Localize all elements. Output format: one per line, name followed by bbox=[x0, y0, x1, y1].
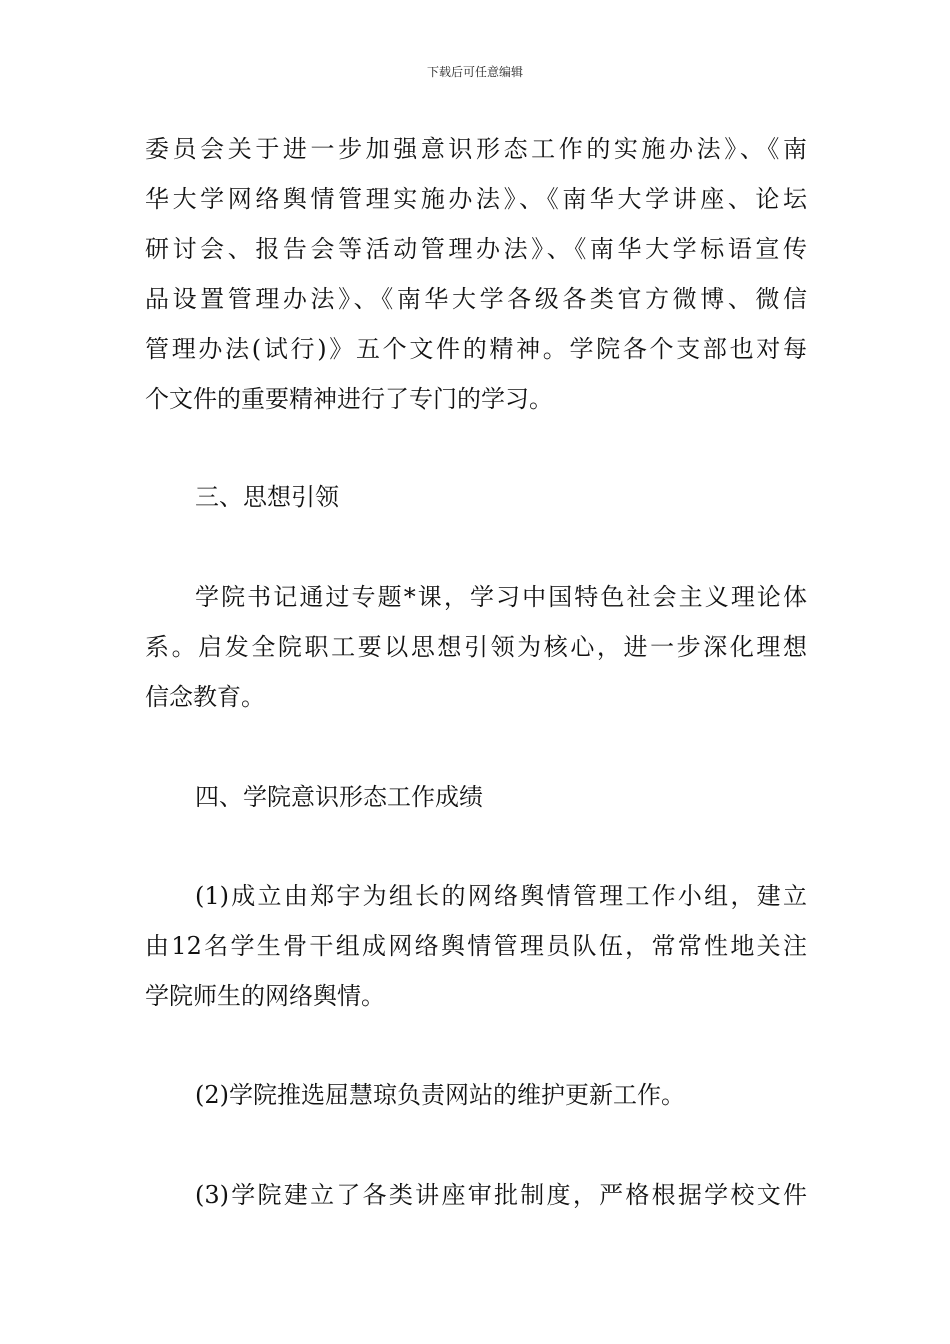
paragraph-1-line-1: 委员会关于进一步加强意识形态工作的实施办法》、《南 bbox=[145, 135, 807, 163]
section-heading-4: 四、学院意识形态工作成绩 bbox=[195, 783, 483, 811]
item-2-line-1: (2)学院推选屈慧琼负责网站的维护更新工作。 bbox=[195, 1081, 685, 1109]
paragraph-3-line-1: 学院书记通过专题*课，学习中国特色社会主义理论体 bbox=[195, 583, 807, 611]
section-heading-3: 三、思想引领 bbox=[195, 483, 339, 511]
paragraph-1-line-4: 品设置管理办法》、《南华大学各级各类官方微博、微信 bbox=[145, 285, 807, 313]
paragraph-3-line-3: 信念教育。 bbox=[145, 683, 265, 711]
paragraph-1-line-2: 华大学网络舆情管理实施办法》、《南华大学讲座、论坛 bbox=[145, 185, 807, 213]
paragraph-1-line-6: 个文件的重要精神进行了专门的学习。 bbox=[145, 385, 553, 413]
paragraph-1-line-3: 研讨会、报告会等活动管理办法》、《南华大学标语宣传 bbox=[145, 235, 807, 263]
paragraph-3-line-2: 系。启发全院职工要以思想引领为核心，进一步深化理想 bbox=[145, 633, 807, 661]
paragraph-1-line-5: 管理办法(试行)》五个文件的精神。学院各个支部也对每 bbox=[145, 335, 807, 363]
page-header: 下载后可任意编辑 bbox=[426, 65, 523, 79]
item-3-line-1: (3)学院建立了各类讲座审批制度，严格根据学校文件 bbox=[195, 1181, 807, 1209]
item-1-line-3: 学院师生的网络舆情。 bbox=[145, 982, 385, 1010]
item-1-line-1: (1)成立由郑宇为组长的网络舆情管理工作小组，建立 bbox=[195, 882, 807, 910]
item-1-line-2: 由12名学生骨干组成网络舆情管理员队伍，常常性地关注 bbox=[145, 932, 807, 960]
